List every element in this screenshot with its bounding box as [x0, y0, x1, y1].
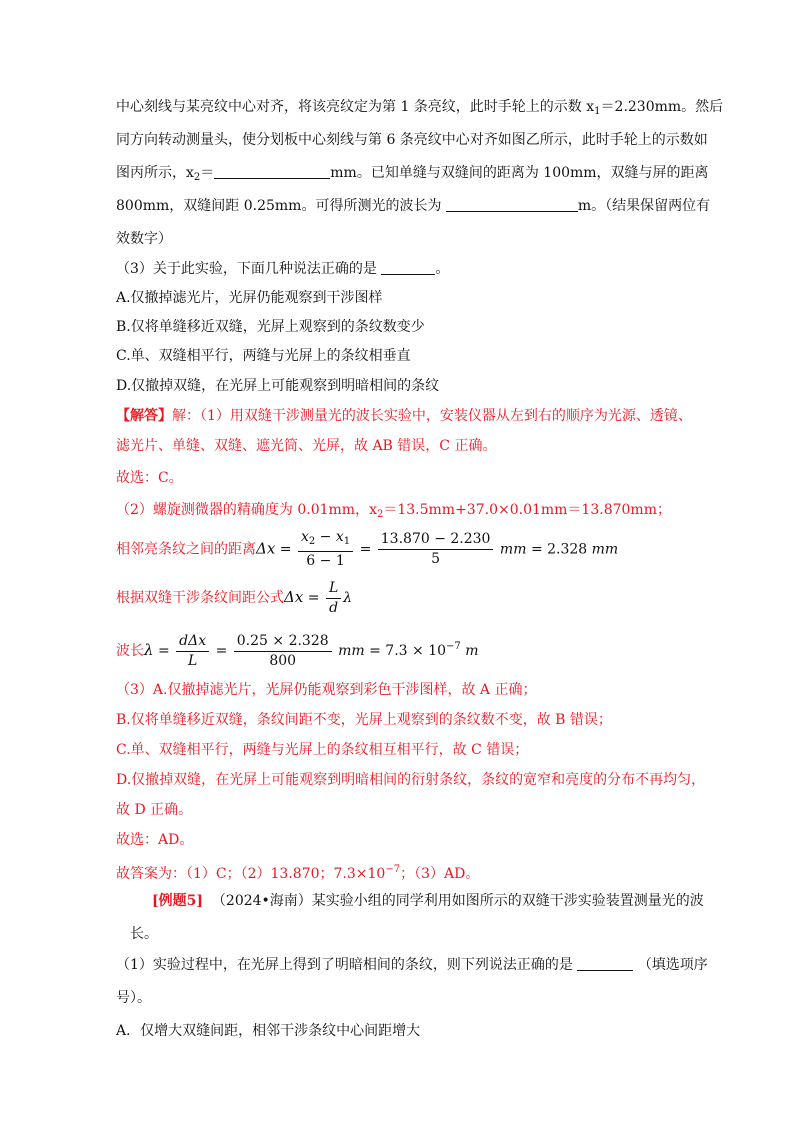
wavelength-formula: 波长λ = $\frac{\text{dΔx}}{L}$ = $\frac{0.25 \times 2.328}{800}$ mm = $7.3 \times 10^{-7}$ m	[116, 632, 479, 669]
example-option-a: A．仅增大双缝间距，相邻干涉条纹中心间距增大	[116, 1023, 421, 1039]
fraction: $\frac{\text{dΔx}}{L}$	[176, 632, 209, 671]
q3-stem: （3）关于此实验，下面几种说法正确的是 。	[116, 261, 450, 277]
example-tag: [例题5]	[152, 893, 203, 909]
answer-blank	[381, 260, 435, 275]
answer-para-3b: B.仅将单缝移近双缝，条纹间距不变，光屏上观察到的条纹数不变，故 B 错误；	[116, 712, 612, 728]
q3-option-a: A.仅撤掉滤光片，光屏仍能观察到干涉图样	[116, 290, 383, 306]
spacing-formula: 根据双缝干涉条纹间距公式Δx = $\frac{L}{d}$ λ	[116, 579, 353, 616]
fraction: $\frac{13.870 - 2.230}{5}$	[378, 530, 494, 569]
q2-line-5: 效数字）	[116, 231, 172, 247]
q3-option-c: C.单、双缝相平行，两缝与光屏上的条纹相垂直	[116, 348, 411, 364]
fraction: $\frac{x_2 - x_1}{6 - 1}$	[298, 528, 353, 571]
example-heading-cont: 长。	[130, 926, 158, 942]
example-q1: （1）实验过程中，在光屏上得到了明暗相间的条纹，则下列说法正确的是 （填选项序	[116, 957, 708, 973]
example-q1-cont: 号）。	[116, 990, 151, 1006]
q2-line-4: 800mm，双缝间距 0.25mm。可得所测光的波长为 m。（结果保留两位有	[116, 198, 711, 214]
q2-line-3: 图丙所示，$x_2=$ mm。已知单缝与双缝间的距离为 100mm，双缝与屏的距离	[116, 165, 709, 183]
answer-final: 故答案为：（1）C；（2）13.870；$7.3\times 10^{-7}$；（3）AD。	[116, 864, 480, 882]
answer-para-2: （2）螺旋测微器的精确度为 0.01mm，$x_2=13.5mm+37.0\times 0.01mm=13.870mm$；	[116, 502, 671, 520]
fraction: $\frac{0.25 \times 2.328}{800}$	[234, 632, 332, 671]
answer-para-3d: D.仅撤掉双缝，在光屏上可能观察到明暗相间的衍射条纹，条纹的宽窄和亮度的分布不再均匀，	[116, 772, 706, 788]
answer-blank	[446, 197, 578, 212]
answer-tag: 【解答】	[116, 408, 172, 424]
answer-para-3a: （3）A.仅撤掉滤光片，光屏仍能观察到彩色干涉图样，故 A 正确；	[116, 682, 537, 698]
q2-line-2: 同方向转动测量头，使分划板中心刻线与第 6 条亮纹中心对齐如图乙所示，此时手轮上的示数如	[116, 132, 708, 148]
answer-choose-1: 故选：C。	[116, 470, 183, 486]
example-heading: [例题5] （2024•海南）某实验小组的同学利用如图所示的双缝干涉实验装置测量光的波	[152, 893, 704, 909]
fraction: $\frac{L}{d}$	[326, 579, 341, 618]
answer-para-1a: 【解答】解：（1）用双缝干涉测量光的波长实验中，安装仪器从左到右的顺序为光源、透镜、	[116, 408, 692, 424]
answer-para-1b: 滤光片、单缝、双缝、遮光筒、光屏，故 AB 错误，C 正确。	[116, 438, 497, 454]
answer-para-3d-cont: 故 D 正确。	[116, 802, 193, 818]
answer-blank	[214, 164, 330, 179]
answer-para-3c: C.单、双缝相平行，两缝与光屏上的条纹相互相平行，故 C 错误；	[116, 742, 529, 758]
q2-line-1: 中心刻线与某亮纹中心对齐，将该亮纹定为第 1 条亮纹，此时手轮上的示数 $x_1=2.230mm$。然后	[116, 99, 724, 117]
q3-option-d: D.仅撤掉双缝，在光屏上可能观察到明暗相间的条纹	[116, 378, 440, 394]
q3-option-b: B.仅将单缝移近双缝，光屏上观察到的条纹数变少	[116, 319, 425, 335]
distance-formula: 相邻亮条纹之间的距离Δx = $\frac{x_2 - x_1}{6 - 1}$ = $\frac{13.870 - 2.230}{5}$ mm = 2.328 mm	[116, 529, 619, 569]
answer-blank	[577, 956, 633, 971]
answer-choose-2: 故选：AD。	[116, 832, 194, 848]
